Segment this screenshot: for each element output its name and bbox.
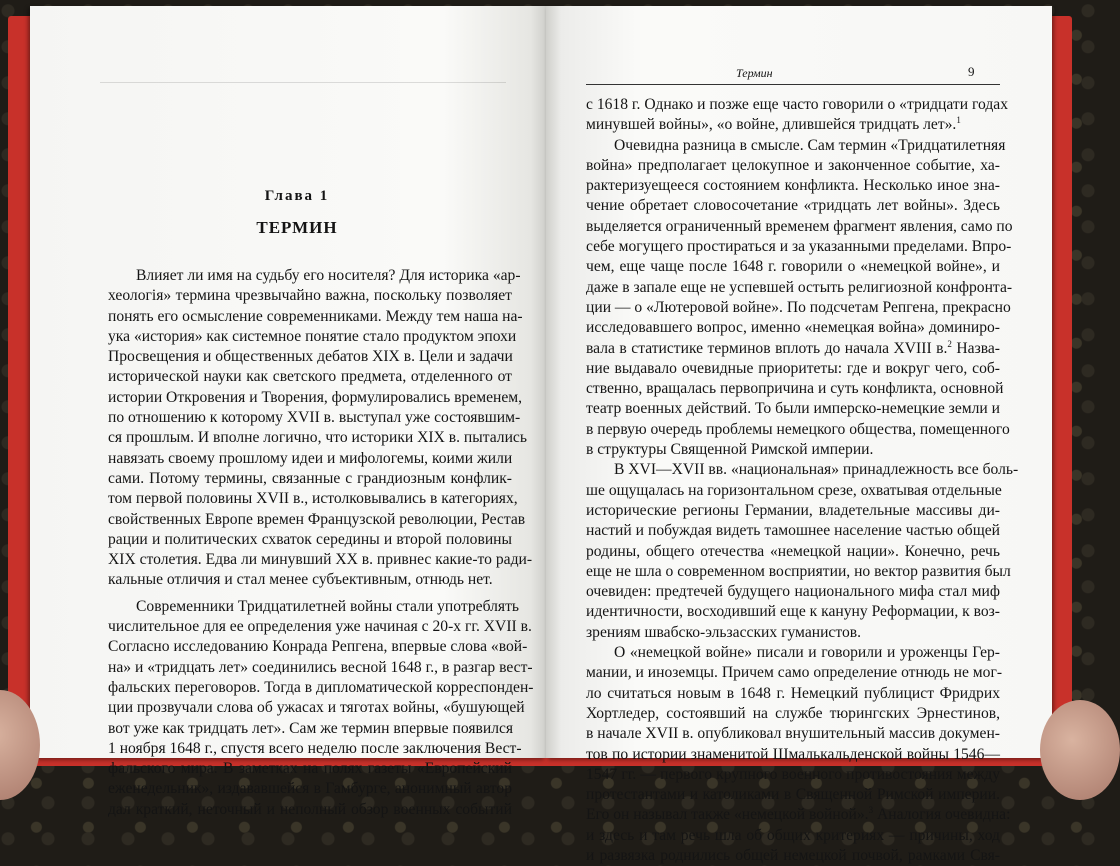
text-line — [108, 428, 527, 448]
line-text: 1547 гг. — первого крупного военного противостояния между — [586, 765, 1000, 783]
text-line — [108, 698, 525, 718]
text-line — [108, 617, 532, 637]
line-text: Его он называл также «немецкой войной». — [586, 806, 869, 824]
line-text: очевиден: предтечей будущего национального мифа стал миф — [586, 583, 1000, 601]
line-text: ука «история» как системное понятие стало продуктом эпохи — [108, 327, 517, 345]
text-line — [108, 570, 512, 590]
line-text: и развязка роднились общей немецкой почвой, рамками Свя- — [586, 846, 1000, 864]
text-line — [586, 521, 1000, 541]
line-text: идентичности, восходивший еще к кануну Реформации, к воз- — [586, 603, 1001, 621]
running-head: Термин — [736, 66, 773, 80]
text-line — [108, 759, 512, 779]
text-line — [586, 359, 1000, 379]
text-line — [586, 115, 1000, 135]
footnote-marker: 3 — [868, 805, 874, 816]
text-line — [586, 95, 1008, 115]
line-text-tail: Назва- — [951, 339, 1000, 357]
line-text: О «немецкой войне» писали и говорили и уроженцы Гер- — [614, 644, 1000, 662]
text-line — [108, 510, 526, 530]
line-text-tail: Аналогия очевидна: — [873, 806, 1011, 824]
line-text: том первой половины XVII в., истолковывались в категориях, — [108, 490, 518, 508]
line-text: исследовавшего вопрос, именно «немецкая война» доминиро- — [586, 319, 1000, 337]
text-line — [586, 846, 1000, 866]
text-line — [108, 286, 512, 306]
line-text: ние выдавало очевидные приоритеты: где и вокруг чего, соб- — [586, 359, 1000, 377]
line-text: фальских переговоров. Тогда в дипломатической корреспонден- — [108, 678, 534, 696]
left-body-text — [108, 266, 534, 820]
line-text: фальского мира. В заметках на полях газеты «Европейский — [108, 760, 512, 778]
line-text: чем, еще чаще после 1648 г. говорили о «немецкой войне», и — [586, 258, 1000, 276]
text-line — [586, 501, 1000, 521]
line-text: В XVI—XVII вв. «национальная» принадлежность все боль- — [614, 461, 1019, 479]
text-line — [108, 550, 533, 570]
text-line — [108, 489, 518, 509]
line-text: ственно, вращалась первопричина и суть конфликта, основной — [586, 380, 1004, 398]
line-text: сами. Потому термины, связанные с грандиозным конфлик- — [108, 469, 512, 487]
text-line — [586, 217, 1013, 237]
show-through-rule — [100, 82, 506, 83]
page-number: 9 — [968, 64, 975, 79]
line-text: в структуры Священной Римской империи. — [586, 441, 874, 459]
line-text: зрениям швабско-эльзасских гуманистов. — [586, 623, 862, 641]
text-line — [586, 602, 1000, 622]
line-text: еще не шла о современном восприятии, но вектор развития был — [586, 562, 1011, 580]
text-line — [108, 678, 534, 698]
line-text: дал краткий, неточный и неполный обзор военных событий — [108, 800, 512, 818]
line-text: навязать своему прошлому идеи и мифологемы, коими жили — [108, 449, 513, 467]
line-text: на» и «тридцать лет» соединились весной 1648 г., в разгар вест- — [108, 658, 533, 676]
line-text: рации и политических схваток середины и второй половины — [108, 530, 512, 548]
line-text: исторической науки как светского предмета, отделенного от — [108, 368, 512, 386]
text-line — [586, 623, 1000, 643]
text-line — [108, 739, 522, 759]
line-text: в первую очередь проблемы немецкого общества, помещенного — [586, 420, 1010, 438]
footnote-marker: 1 — [956, 115, 961, 126]
text-line — [586, 399, 1000, 419]
header-rule — [586, 84, 1000, 85]
footnote-marker: 2 — [947, 338, 952, 349]
line-text: ше ощущалась на горизонтальном срезе, охватывая отдельные — [586, 481, 1002, 499]
line-text: себе могущего простираться и за указанными пределами. Впро- — [586, 238, 1012, 256]
line-text: Влияет ли имя на судьбу его носителя? Для историка «ар- — [136, 267, 521, 284]
text-line — [586, 136, 1006, 156]
text-line — [586, 765, 1000, 785]
text-line — [108, 408, 521, 428]
line-text: ло считаться новым в 1648 г. Немецкий публицист Фридрих — [586, 684, 1000, 702]
line-text: чение обретает словосочетание «тридцать лет войны». Здесь — [586, 197, 1000, 215]
line-text: рактеризуещееся состоянием конфликта. Несколько иное зна- — [586, 177, 1000, 195]
line-text: Просвещения и общественных дебатов XIX в. Цели и задачи — [108, 348, 513, 366]
text-line — [586, 339, 1000, 359]
left-page — [30, 6, 546, 818]
right-page — [546, 6, 1052, 864]
text-line — [586, 745, 1000, 765]
text-line — [586, 257, 1000, 277]
text-line — [586, 156, 1000, 176]
text-line — [108, 597, 519, 617]
text-line — [108, 658, 533, 678]
text-line — [586, 379, 1004, 399]
text-line — [586, 298, 1011, 318]
line-text: тов по истории знаменитой Шмалькальденской войны 1546— — [586, 745, 1000, 763]
chapter-title: ТЕРМИН — [256, 218, 338, 237]
text-line — [108, 266, 521, 286]
line-text: кальные отличия и стал менее субъективным, отнюдь нет. — [108, 571, 493, 589]
line-text: даже в запале еще не успевшей остыть религиозной конфронта- — [586, 278, 1013, 296]
text-line — [586, 278, 1013, 298]
text-line — [586, 318, 1000, 338]
text-line — [586, 785, 1000, 805]
line-text: выделяется ограниченный временем фрагмент явления, само по — [586, 217, 1013, 235]
line-text: мании, и иноземцы. Причем само определение отнюдь не мог- — [586, 664, 1003, 682]
line-text: вала в статистике терминов вплоть до начала XVIII в. — [586, 339, 948, 357]
text-line — [108, 327, 517, 347]
text-line — [586, 826, 1000, 846]
text-line — [108, 800, 512, 820]
line-text: 1 ноября 1648 г., спустя всего неделю после заключения Вест- — [108, 739, 522, 757]
text-line — [108, 637, 528, 657]
text-line — [586, 562, 1011, 582]
right-thumb — [1040, 700, 1120, 800]
line-text: и здесь и там речь шла об общих критериях — причины, ход — [586, 826, 1000, 844]
line-text: понять его осмысление современниками. Между тем наша на- — [108, 307, 523, 325]
text-line — [586, 176, 1000, 196]
line-text: с 1618 г. Однако и позже еще часто говорили о «тридцати годах — [586, 96, 1008, 113]
text-line — [108, 347, 512, 367]
text-line — [586, 805, 1011, 825]
line-text: хеологія» термина чрезвычайно важна, поскольку позволяет — [108, 287, 512, 305]
line-text: театр военных действий. То были имперско-немецкие земли и — [586, 400, 1000, 418]
line-text: вот уже как тридцать лет». Сам же термин впервые появился — [108, 719, 514, 737]
line-text: по отношению к которому XVII в. выступал уже состоявшим- — [108, 409, 521, 427]
line-text: ся прошлым. И вполне логично, что историки XIX в. пытались — [108, 429, 527, 447]
line-text: Хортледер, состоявший на службе тюрингских Эрнестинов, — [586, 704, 1000, 722]
line-text: ции прозвучали слова об ужасах и тяготах войны, «бушующей — [108, 699, 525, 717]
text-line — [108, 367, 512, 387]
text-line — [108, 779, 512, 799]
text-line — [586, 481, 1000, 501]
text-line — [108, 530, 512, 550]
chapter-number: Глава 1 — [264, 188, 330, 204]
text-line — [586, 663, 1003, 683]
text-line — [108, 449, 512, 469]
text-line — [586, 704, 1000, 724]
text-line — [586, 684, 1000, 704]
text-line — [586, 440, 1000, 460]
line-text: еженедельник», издававшейся в Гамбурге, анонимный автор — [108, 780, 512, 798]
line-text: Современники Тридцатилетней войны стали употреблять — [136, 597, 519, 615]
line-text: Очевидна разница в смысле. Сам термин «Тридцатилетняя — [614, 136, 1006, 154]
text-line — [586, 196, 1000, 216]
line-text: война» предполагает целокупное и законченное событие, ха- — [586, 156, 1000, 174]
right-body-text — [586, 95, 1019, 866]
line-text: настий и побуждая видеть тамошнее население частью общей — [586, 522, 1000, 540]
text-line — [586, 724, 1000, 744]
text-line — [108, 307, 523, 327]
text-line — [586, 420, 1010, 440]
line-text: Согласно исследованию Конрада Репгена, впервые слова «вой- — [108, 638, 528, 656]
text-line — [108, 388, 523, 408]
line-text: ции — о «Лютеровой войне». По подсчетам Репгена, прекрасно — [586, 298, 1011, 316]
line-text: исторические регионы Германии, владетельные массивы ди- — [586, 501, 1000, 519]
text-line — [108, 469, 512, 489]
text-line — [586, 460, 1019, 480]
line-text: минувшей войны», «о войне, длившейся тридцать лет». — [586, 116, 957, 134]
show-through-text — [78, 84, 518, 204]
text-line — [586, 237, 1012, 257]
line-text: истории Откровения и Творения, формулировались временем, — [108, 388, 523, 406]
line-text: родины, общего отечества «немецкой нации». Конечно, речь — [586, 542, 1000, 560]
line-text: XIX столетия. Едва ли минувший XX в. привнес какие-то ради- — [108, 551, 533, 569]
line-text: протестантами и католиками в Священной Римской империи. — [586, 786, 1000, 804]
line-text: свойственных Европе времен Французской революции, Рестав — [108, 510, 526, 528]
text-line — [586, 582, 1000, 602]
text-line — [586, 643, 1000, 663]
line-text: числительное для ее определения уже начиная с 20-х гг. XVII в. — [108, 618, 532, 636]
line-text: в начале XVII в. опубликовал внушительный массив докумен- — [586, 725, 1000, 743]
text-line — [586, 542, 1000, 562]
text-line — [108, 719, 512, 739]
